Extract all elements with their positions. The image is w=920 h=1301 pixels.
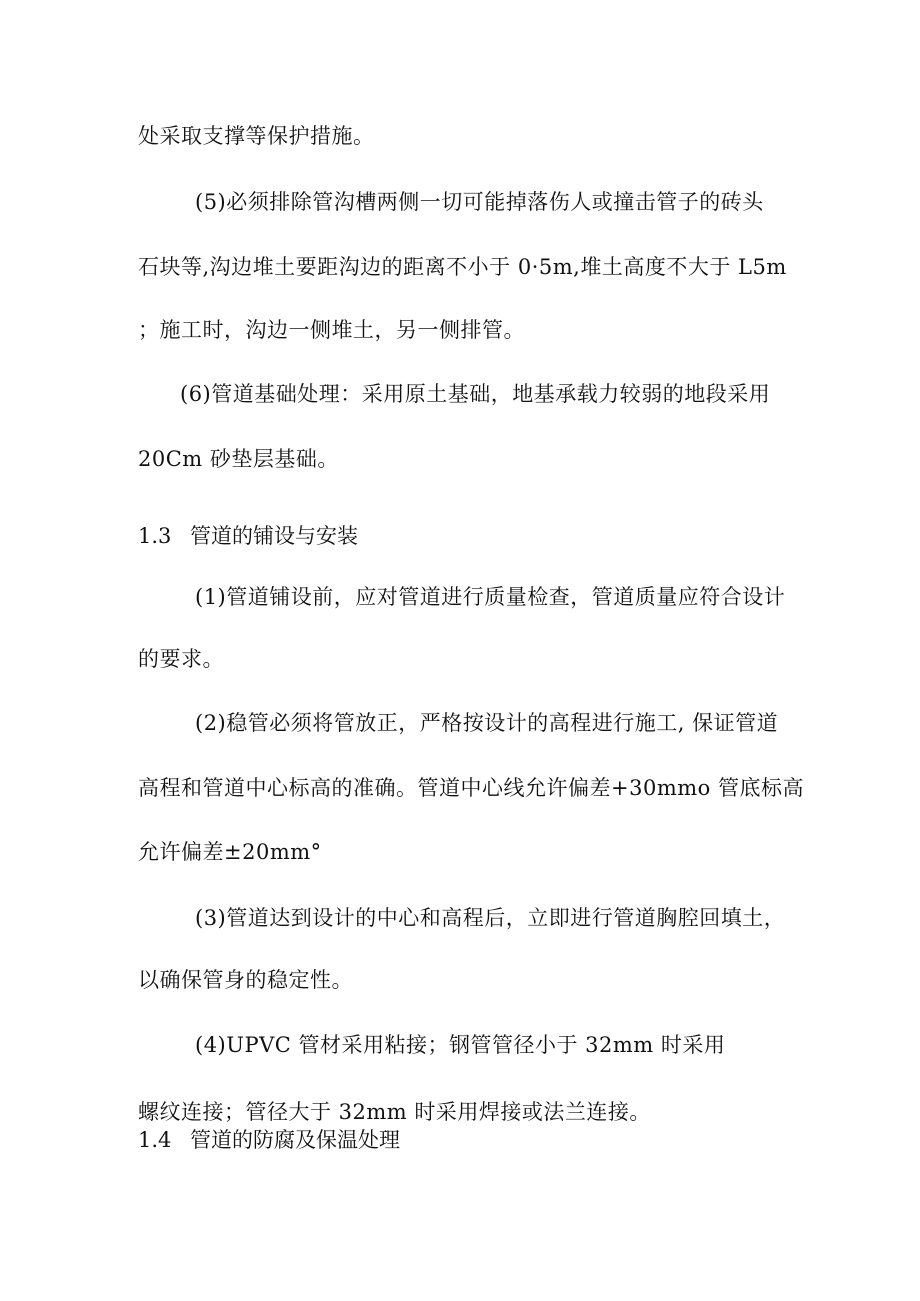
section-title: 管道的防腐及保温处理 <box>190 1128 400 1152</box>
paragraph-line: (1)管道铺设前，应对管道进行质量检查，管道质量应符合设计 <box>195 585 786 609</box>
paragraph-line: 以确保管身的稳定性。 <box>138 968 353 992</box>
section-heading-1-4 <box>138 1126 400 1154</box>
section-heading-1-3 <box>138 522 358 550</box>
paragraph-line: 石块等,沟边堆土要距沟边的距离不小于 0·5m,堆土高度不大于 L5m <box>138 255 787 279</box>
section-title: 管道的铺设与安装 <box>190 524 358 548</box>
paragraph-line: 处采取支撑等保护措施。 <box>138 124 375 148</box>
paragraph-line: (4)UPVC 管材采用粘接；钢管管径小于 32mm 时采用 <box>195 1033 726 1057</box>
paragraph-line: 的要求。 <box>138 647 224 671</box>
paragraph-line: ；施工时，沟边一侧堆土，另一侧排管。 <box>138 318 525 342</box>
section-number: 1.4 <box>138 1128 172 1152</box>
paragraph-line: (2)稳管必须将管放正，严格按设计的高程进行施工, 保证管道 <box>195 711 779 735</box>
paragraph-line: (3)管道达到设计的中心和高程后，立即进行管道胸腔回填土， <box>195 906 786 930</box>
paragraph-line: (6)管道基础处理：采用原土基础，地基承载力较弱的地段采用 <box>180 382 771 406</box>
paragraph-line: 螺纹连接；管径大于 32mm 时采用焊接或法兰连接。 <box>138 1100 651 1124</box>
section-number: 1.3 <box>138 524 172 548</box>
paragraph-line: 20Cm 砂垫层基础。 <box>138 447 339 471</box>
paragraph-line: 高程和管道中心标高的准确。管道中心线允许偏差+30mmo 管底标高 <box>138 776 804 800</box>
paragraph-line: (5)必须排除管沟槽两侧一切可能掉落伤人或撞击管子的砖头 <box>195 190 764 214</box>
paragraph-line: 允许偏差±20mm° <box>138 840 322 864</box>
